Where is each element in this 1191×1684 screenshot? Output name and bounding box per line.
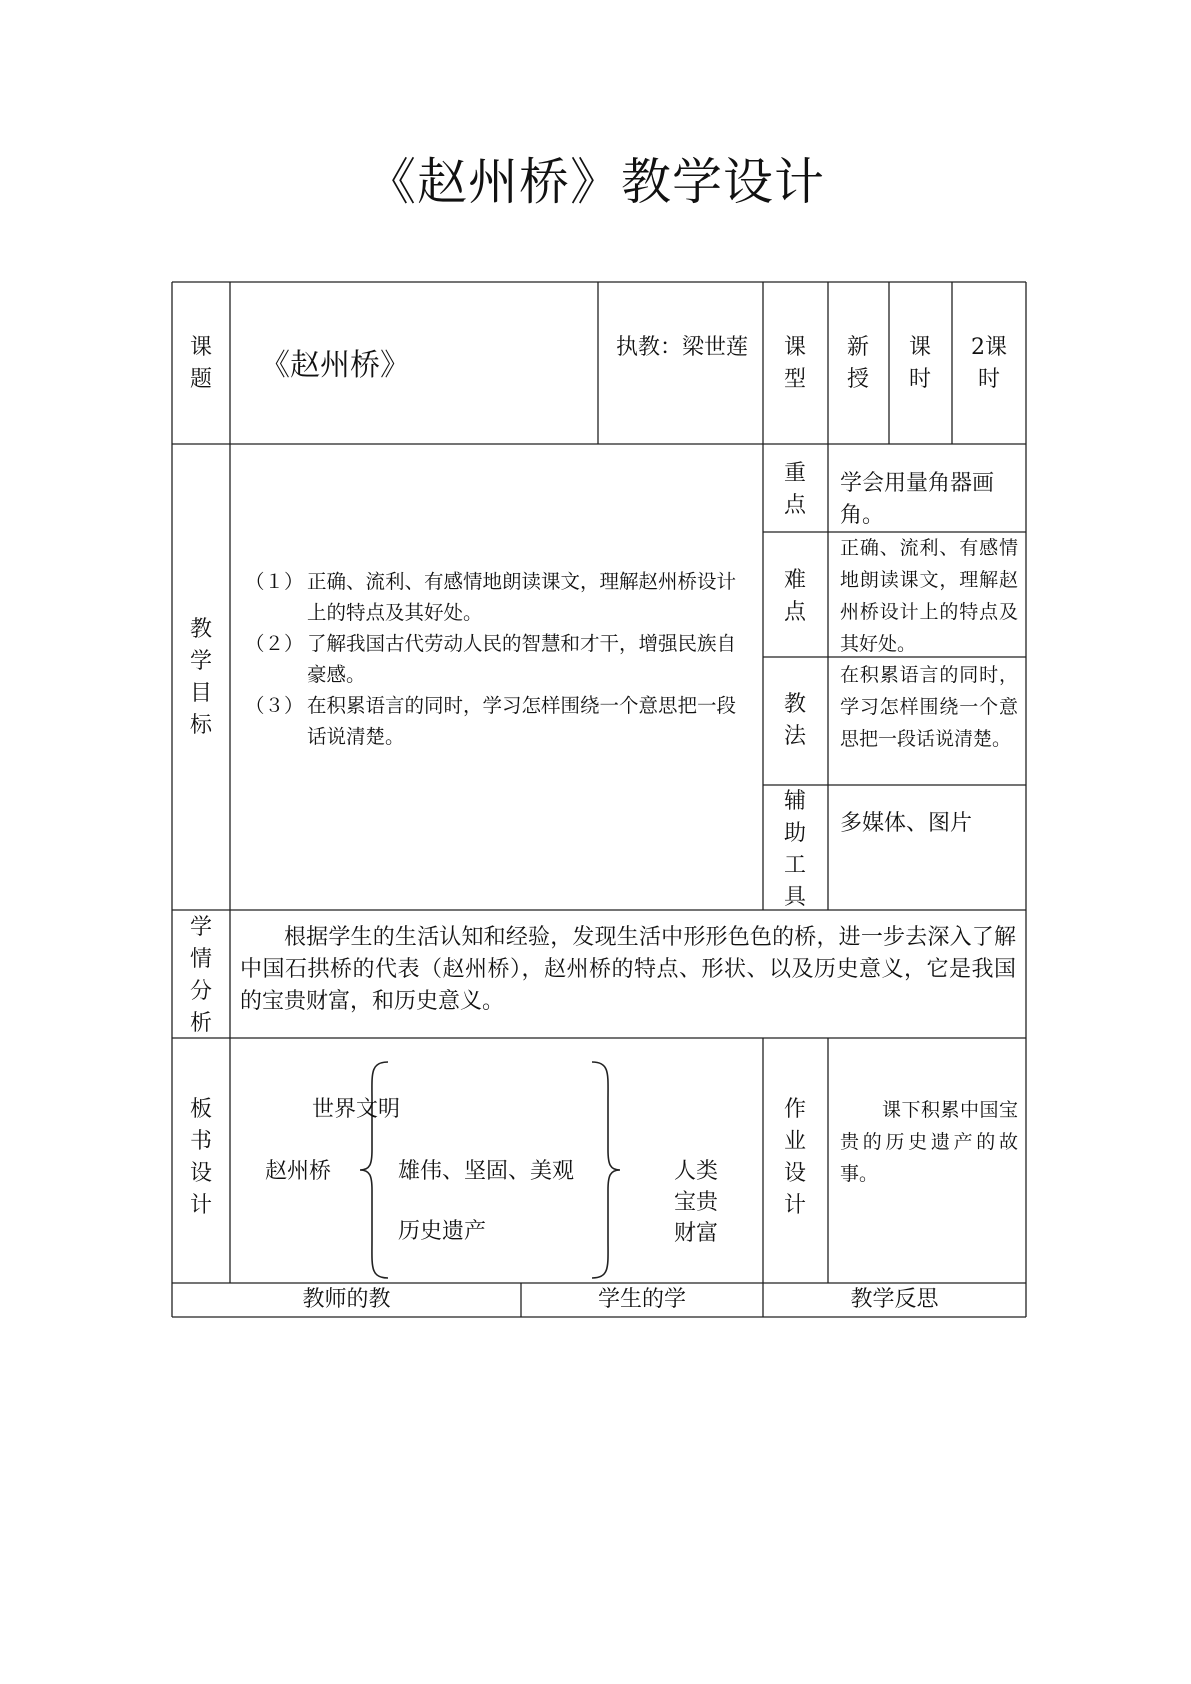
method-value: 在积累语言的同时，学习怎样围绕一个意思把一段话说清楚。 <box>840 664 1018 750</box>
objective-item: （２） 了解我国古代劳动人民的智慧和才干，增强民族自豪感。 <box>245 632 737 686</box>
topic-label: 课题 <box>189 335 212 392</box>
board-item-features: 雄伟、坚固、美观 <box>398 1159 575 1184</box>
objectives-label: 教学目标 <box>189 617 212 738</box>
difficulty-label: 难点 <box>783 568 806 625</box>
right-brace-icon <box>590 1060 622 1280</box>
board-center: 赵州桥 <box>265 1159 332 1184</box>
footer-student-learning: 学生的学 <box>597 1287 686 1312</box>
left-brace-icon <box>358 1060 390 1280</box>
board-item-heritage: 历史遗产 <box>398 1219 487 1244</box>
difficulty-value: 正确、流利、有感情地朗读课文，理解赵州桥设计上的特点及其好处。 <box>840 537 1018 655</box>
tools-value: 多媒体、图片 <box>840 811 973 836</box>
teacher-name: 执教：梁世莲 <box>615 335 748 360</box>
board-result: 人类宝贵财富 <box>674 1159 719 1246</box>
tools-label: 辅助工具 <box>783 789 806 910</box>
footer-teacher-teaching: 教师的教 <box>302 1287 391 1312</box>
objective-item: （３） 在积累语言的同时，学习怎样围绕一个意思把一段话说清楚。 <box>245 694 737 748</box>
homework-text: 课下积累中国宝贵的历史遗产的故事。 <box>840 1099 1018 1185</box>
key-point-label: 重点 <box>783 461 806 518</box>
objective-item: （１） 正确、流利、有感情地朗读课文，理解赵州桥设计上的特点及其好处。 <box>245 570 737 624</box>
method-label: 教法 <box>783 692 806 749</box>
objectives-list <box>245 566 753 752</box>
board-item-world-civilization: 世界文明 <box>312 1097 401 1122</box>
key-point-value: 学会用量角器画角。 <box>840 471 995 528</box>
topic-value: 《赵州桥》 <box>260 348 410 383</box>
analysis-label: 学情分析 <box>189 915 212 1036</box>
course-type-label: 课型 <box>783 335 806 392</box>
homework-label: 作业设计 <box>783 1097 806 1218</box>
course-type-value: 新授 <box>846 335 869 392</box>
period-label: 课时 <box>908 335 931 392</box>
footer-reflection: 教学反思 <box>850 1287 939 1312</box>
period-value: 2课时 <box>971 335 1007 392</box>
analysis-text: 根据学生的生活认知和经验，发现生活中形形色色的桥，进一步去深入了解中国石拱桥的代表（赵州桥），赵州桥的特点、形状、以及历史意义，它是我国的宝贵财富，和历史意义。 <box>240 925 1016 1014</box>
page-title: 《赵州桥》教学设计 <box>366 153 825 211</box>
board-label: 板书设计 <box>189 1097 212 1218</box>
